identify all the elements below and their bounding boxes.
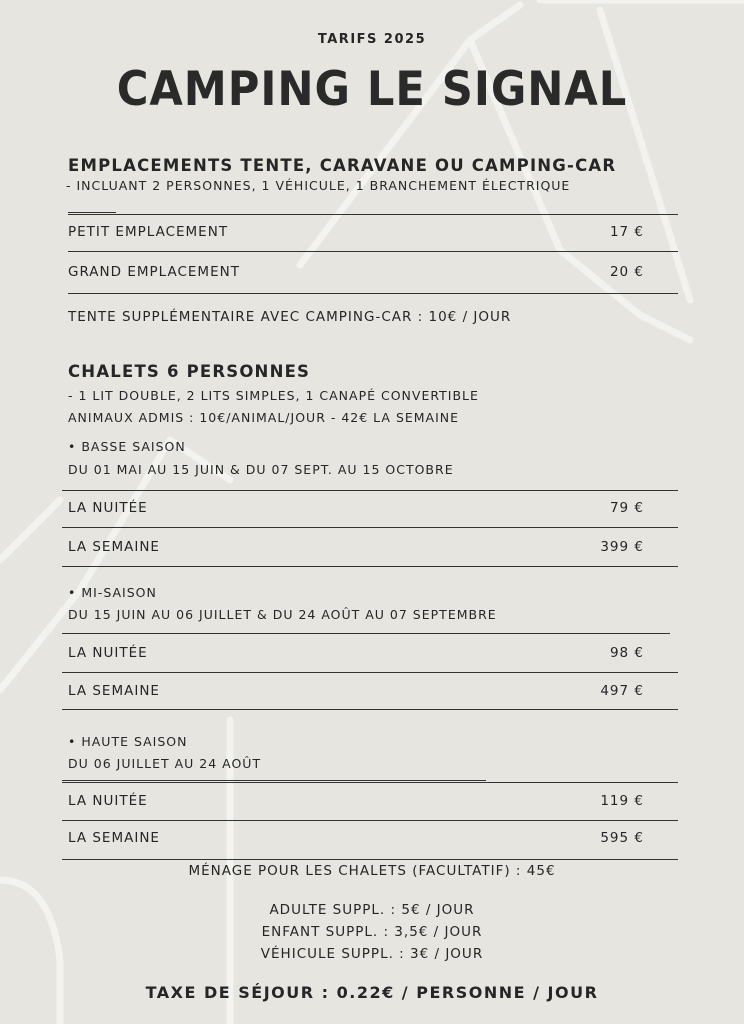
divider (68, 214, 678, 215)
menage-note: MÉNAGE POUR LES CHALETS (FACULTATIF) : 45€ (188, 863, 556, 879)
divider (62, 672, 678, 673)
row-price-semaine: 497 € (600, 683, 644, 699)
page-title: CAMPING LE SIGNAL (116, 62, 628, 117)
row-price-nuitee: 98 € (609, 645, 644, 661)
vehicule-suppl: VÉHICULE SUPPL. : 3€ / JOUR (260, 946, 484, 962)
row-label-semaine: LA SEMAINE (68, 683, 160, 699)
row-price-nuitee: 79 € (609, 500, 644, 516)
row-label-nuitee: LA NUITÉE (68, 793, 148, 809)
row-label-semaine: LA SEMAINE (68, 539, 160, 555)
season-name: • MI-SAISON (68, 585, 157, 600)
divider (68, 293, 678, 294)
emplacements-note: - INCLUANT 2 PERSONNES, 1 VÉHICULE, 1 BRANCHEMENT ÉLECTRIQUE (66, 178, 571, 193)
row-label-grand: GRAND EMPLACEMENT (68, 264, 240, 280)
row-label-semaine: LA SEMAINE (68, 830, 160, 846)
adulte-suppl: ADULTE SUPPL. : 5€ / JOUR (269, 902, 475, 918)
divider (62, 859, 678, 860)
season-dates: DU 15 JUIN AU 06 JUILLET & DU 24 AOÛT AU 07 SEPTEMBRE (68, 607, 497, 622)
row-price-semaine: 399 € (600, 539, 644, 555)
season-name: • BASSE SAISON (68, 439, 186, 454)
season-dates: DU 06 JUILLET AU 24 AOÛT (68, 756, 262, 771)
enfant-suppl: ENFANT SUPPL. : 3,5€ / JOUR (261, 924, 483, 940)
row-label-nuitee: LA NUITÉE (68, 645, 148, 661)
row-price-semaine: 595 € (600, 830, 644, 846)
taxe-sejour: TAXE DE SÉJOUR : 0.22€ / PERSONNE / JOUR (145, 983, 599, 1002)
emplacements-heading: EMPLACEMENTS TENTE, CARAVANE OU CAMPING-CAR (68, 156, 617, 175)
divider (68, 251, 678, 252)
row-label-petit: PETIT EMPLACEMENT (68, 224, 229, 240)
divider (62, 490, 678, 491)
divider (62, 566, 678, 567)
chalets-note-lits: - 1 LIT DOUBLE, 2 LITS SIMPLES, 1 CANAPÉ CONVERTIBLE (68, 388, 479, 403)
tarifs-year: TARIFS 2025 (317, 32, 427, 47)
divider (62, 782, 678, 783)
tente-supplementaire: TENTE SUPPLÉMENTAIRE AVEC CAMPING-CAR : 10€ / JOUR (68, 309, 512, 325)
divider (62, 633, 670, 634)
row-label-nuitee: LA NUITÉE (68, 500, 148, 516)
divider (62, 820, 678, 821)
chalets-note-animaux: ANIMAUX ADMIS : 10€/ANIMAL/JOUR - 42€ LA SEMAINE (68, 410, 460, 425)
season-name: • HAUTE SAISON (68, 734, 188, 749)
divider (62, 527, 678, 528)
divider (62, 709, 678, 710)
row-price-petit: 17 € (609, 224, 644, 240)
row-price-nuitee: 119 € (600, 793, 644, 809)
row-price-grand: 20 € (609, 264, 644, 280)
season-dates: DU 01 MAI AU 15 JUIN & DU 07 SEPT. AU 15 OCTOBRE (68, 462, 454, 477)
chalets-heading: CHALETS 6 PERSONNES (68, 362, 311, 381)
